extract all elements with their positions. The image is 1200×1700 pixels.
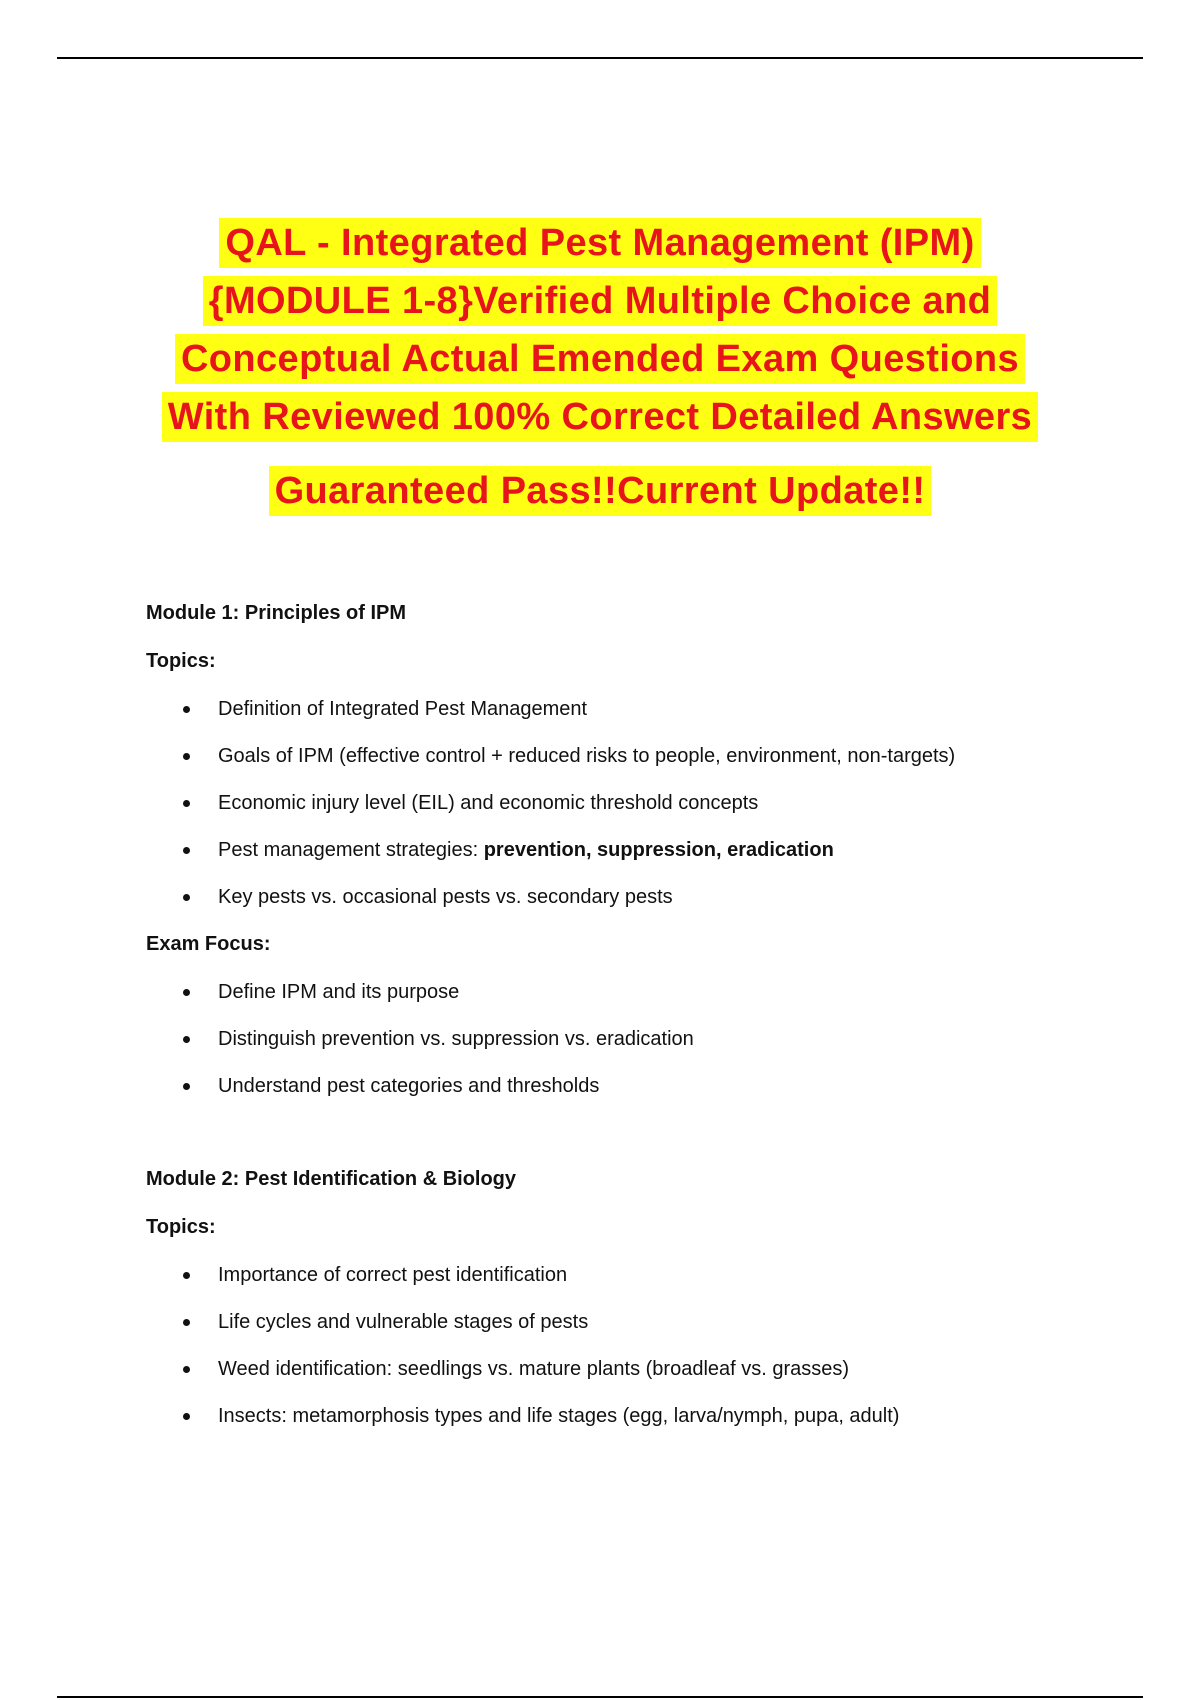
- bullet-icon: [183, 800, 190, 807]
- list-item: Define IPM and its purpose: [146, 975, 1146, 1022]
- module-2-topics-label: Topics:: [146, 1216, 216, 1238]
- document-body: [146, 596, 1146, 1446]
- title-line-2: {MODULE 1-8}Verified Multiple Choice and: [203, 276, 997, 326]
- title-line-5: Guaranteed Pass!!Current Update!!: [269, 466, 932, 516]
- list-item: Weed identification: seedlings vs. mature plants (broadleaf vs. grasses): [146, 1352, 1146, 1399]
- list-item: Insects: metamorphosis types and life stages (egg, larva/nymph, pupa, adult): [146, 1399, 1146, 1446]
- bullet-icon: [183, 1413, 190, 1420]
- strategies-emphasis: prevention, suppression, eradication: [483, 839, 834, 861]
- list-item: Economic injury level (EIL) and economic threshold concepts: [146, 786, 1146, 833]
- bullet-icon: [183, 847, 190, 854]
- module-1-topics-list: [146, 692, 1146, 927]
- bullet-icon: [183, 753, 190, 760]
- module-2-heading: Module 2: Pest Identification & Biology: [146, 1168, 517, 1190]
- bullet-icon: [183, 894, 190, 901]
- list-item: Importance of correct pest identification: [146, 1258, 1146, 1305]
- module-1-topics-label: Topics:: [146, 650, 216, 672]
- document-title: [100, 218, 1100, 524]
- list-item: Life cycles and vulnerable stages of pests: [146, 1305, 1146, 1352]
- list-item: Key pests vs. occasional pests vs. secondary pests: [146, 880, 1146, 927]
- list-item: Definition of Integrated Pest Management: [146, 692, 1146, 739]
- bullet-icon: [183, 989, 190, 996]
- title-line-4: With Reviewed 100% Correct Detailed Answers: [162, 392, 1038, 442]
- title-line-3: Conceptual Actual Emended Exam Questions: [175, 334, 1025, 384]
- module-2-topics-list: [146, 1258, 1146, 1446]
- list-item: Pest management strategies: prevention, suppression, eradication: [146, 833, 1146, 880]
- bullet-icon: [183, 1036, 190, 1043]
- list-item: Distinguish prevention vs. suppression vs. eradication: [146, 1022, 1146, 1069]
- list-item: Goals of IPM (effective control + reduced risks to people, environment, non-targets): [146, 739, 1146, 786]
- module-1-focus-list: [146, 975, 1146, 1116]
- bullet-icon: [183, 706, 190, 713]
- bullet-icon: [183, 1366, 190, 1373]
- title-line-1: QAL - Integrated Pest Management (IPM): [219, 218, 980, 268]
- bottom-rule: [57, 1696, 1143, 1698]
- bullet-icon: [183, 1319, 190, 1326]
- list-item: Understand pest categories and thresholds: [146, 1069, 1146, 1116]
- module-1-heading: Module 1: Principles of IPM: [146, 602, 407, 624]
- bullet-icon: [183, 1083, 190, 1090]
- module-1-exam-focus-label: Exam Focus:: [146, 933, 271, 955]
- bullet-icon: [183, 1272, 190, 1279]
- top-rule: [57, 57, 1143, 59]
